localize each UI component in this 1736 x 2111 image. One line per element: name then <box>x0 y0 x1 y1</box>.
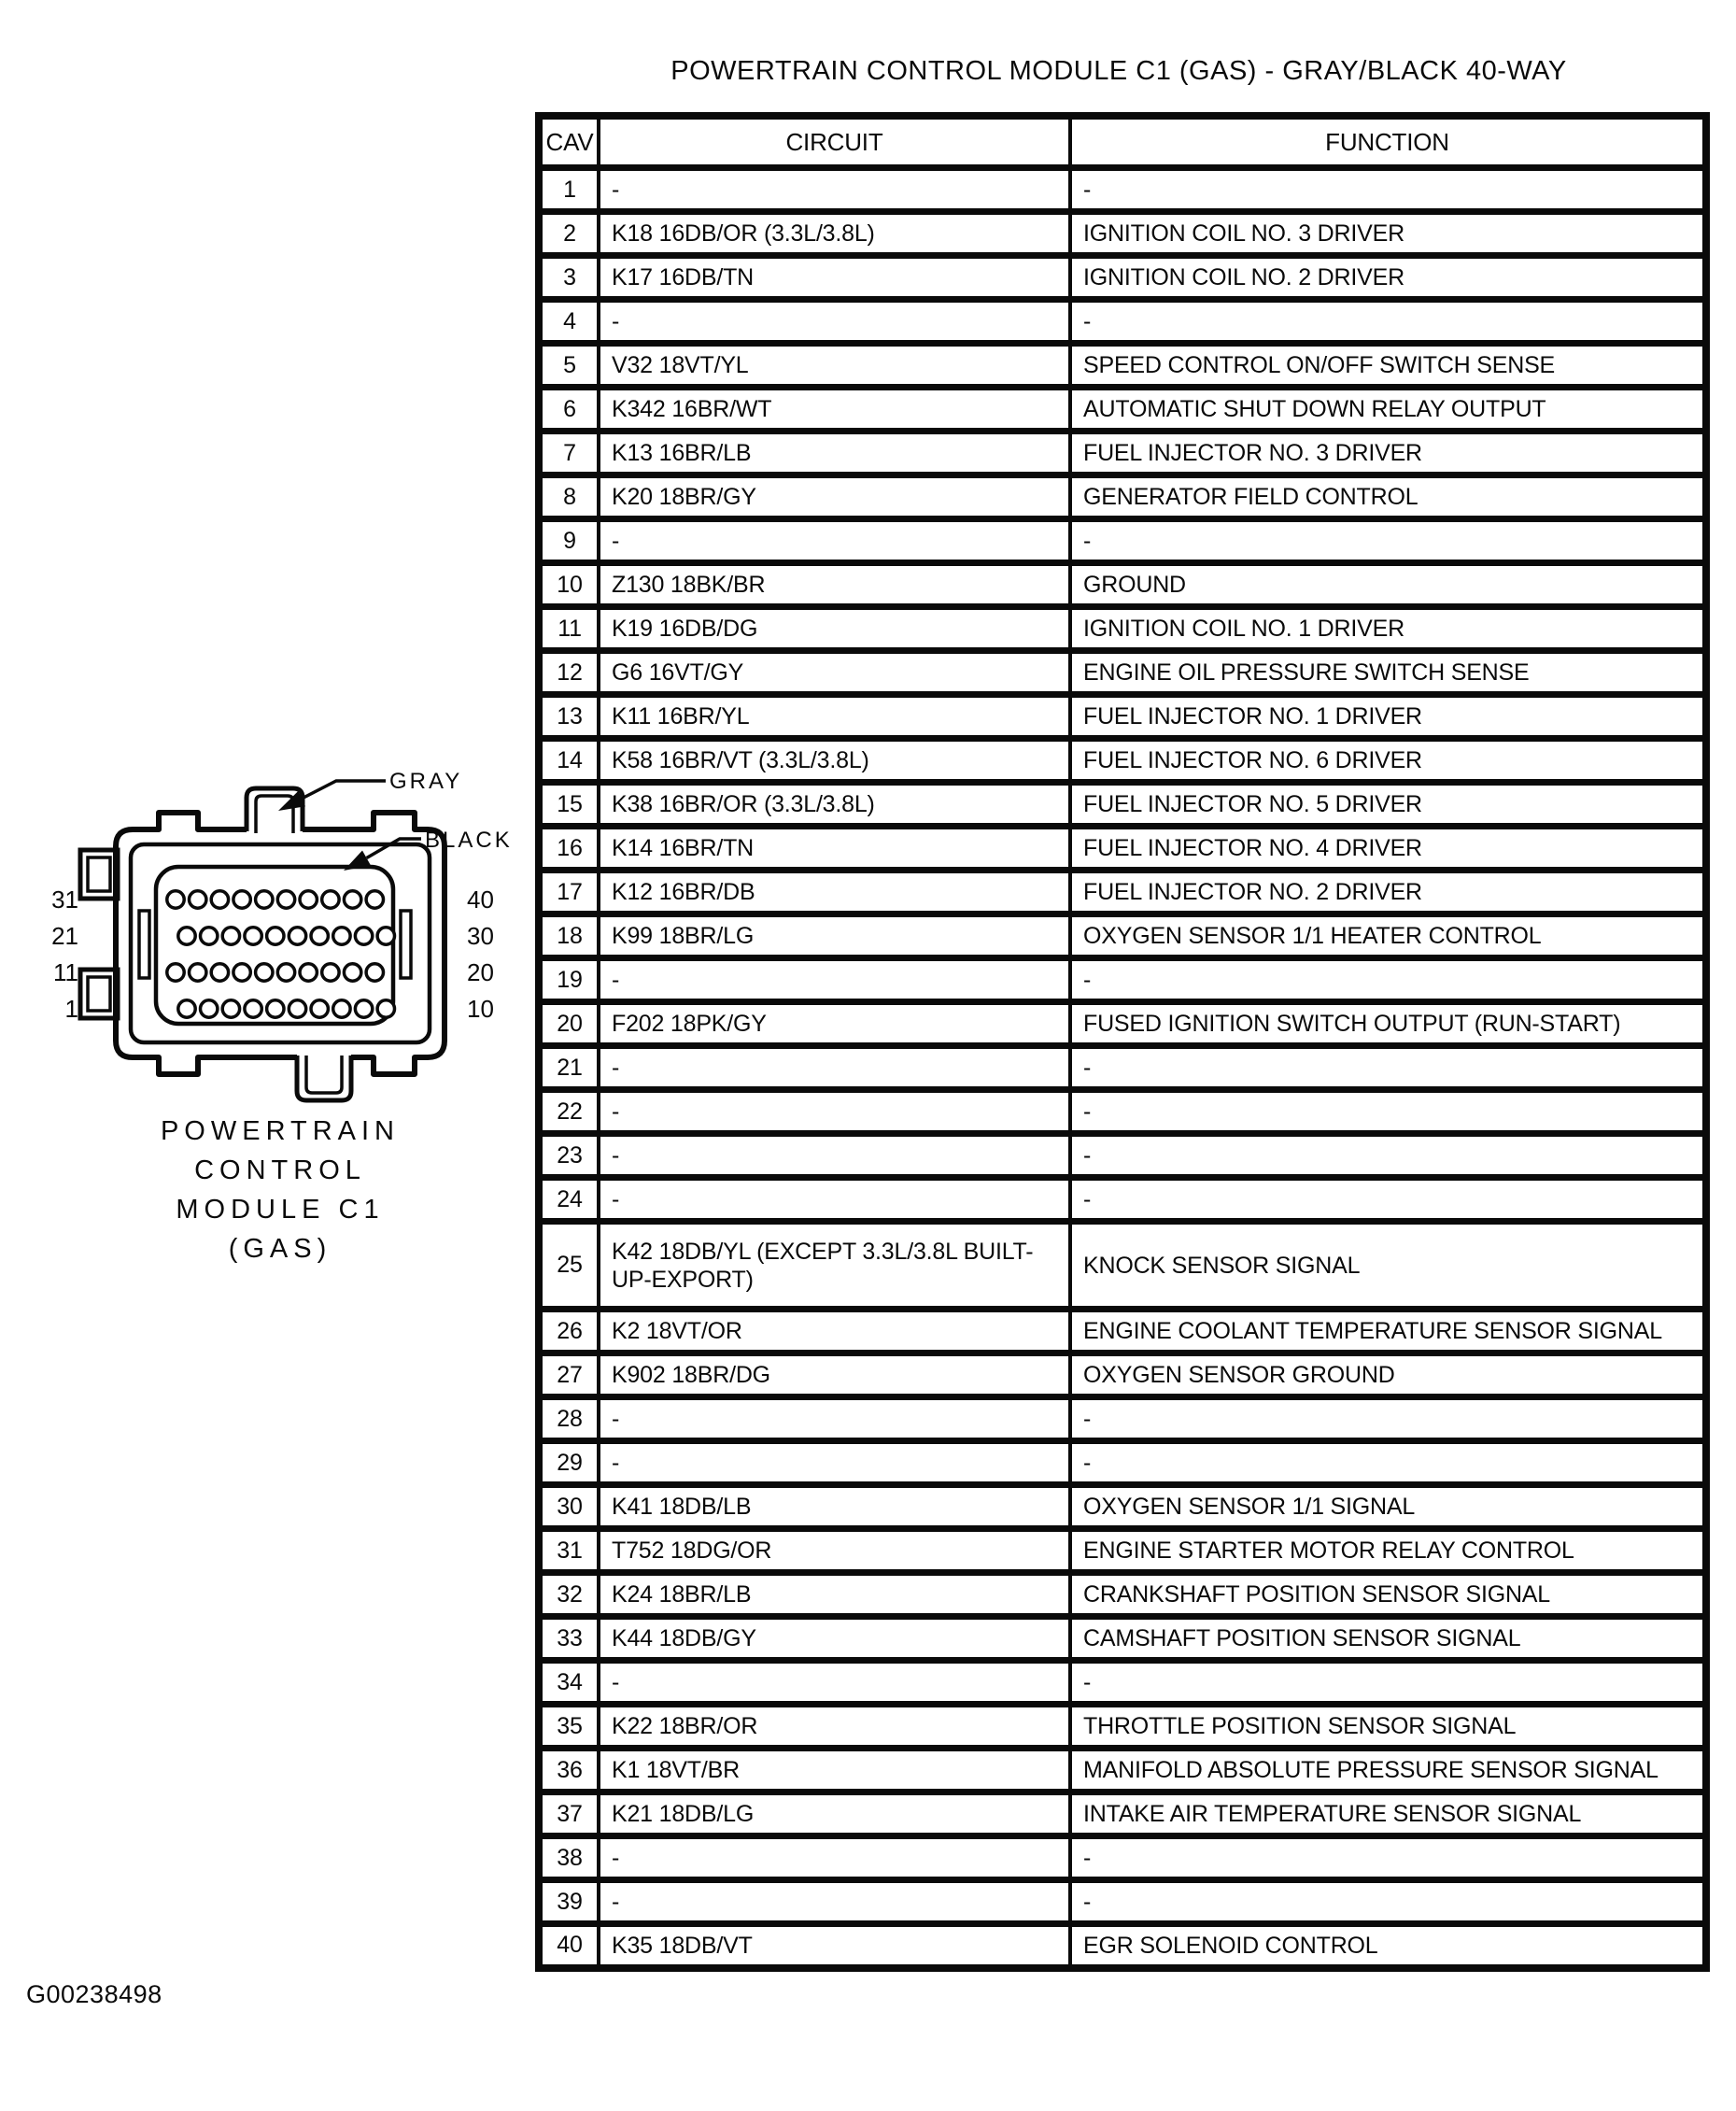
function-cell: INTAKE AIR TEMPERATURE SENSOR SIGNAL <box>1070 1792 1706 1836</box>
function-cell: ENGINE OIL PRESSURE SWITCH SENSE <box>1070 651 1706 695</box>
cav-cell: 11 <box>539 607 599 651</box>
cav-cell: 36 <box>539 1749 599 1792</box>
function-cell: - <box>1070 1441 1706 1485</box>
pin-hole <box>256 964 273 981</box>
gray-label: GRAY <box>389 769 463 794</box>
circuit-cell: K17 16DB/TN <box>599 256 1070 300</box>
cav-cell: 30 <box>539 1485 599 1529</box>
table-row <box>539 1002 1706 1046</box>
pin-label-1: 1 <box>64 995 78 1023</box>
cav-cell: 23 <box>539 1134 599 1178</box>
circuit-cell: K44 18DB/GY <box>599 1617 1070 1661</box>
function-cell: - <box>1070 1134 1706 1178</box>
pin-grid <box>167 891 395 1017</box>
cav-cell: 17 <box>539 871 599 914</box>
circuit-cell: K902 18BR/DG <box>599 1353 1070 1397</box>
circuit-cell: - <box>599 1178 1070 1222</box>
pin-hole <box>167 964 184 981</box>
cav-cell: 18 <box>539 914 599 958</box>
circuit-cell: F202 18PK/GY <box>599 1002 1070 1046</box>
table-row <box>539 256 1706 300</box>
cav-cell: 40 <box>539 1924 599 1968</box>
table-row <box>539 1397 1706 1441</box>
pin-hole <box>322 964 339 981</box>
function-cell: OXYGEN SENSOR 1/1 SIGNAL <box>1070 1485 1706 1529</box>
table-row <box>539 651 1706 695</box>
cav-cell: 26 <box>539 1310 599 1353</box>
circuit-cell: K11 16BR/YL <box>599 695 1070 739</box>
function-cell: IGNITION COIL NO. 2 DRIVER <box>1070 256 1706 300</box>
pin-hole <box>311 928 328 944</box>
cav-cell: 27 <box>539 1353 599 1397</box>
cav-cell: 32 <box>539 1573 599 1617</box>
pin-hole <box>322 891 339 908</box>
function-cell: - <box>1070 1046 1706 1090</box>
function-cell: FUEL INJECTOR NO. 1 DRIVER <box>1070 695 1706 739</box>
cav-cell: 37 <box>539 1792 599 1836</box>
cav-cell: 38 <box>539 1836 599 1880</box>
cav-cell: 34 <box>539 1661 599 1705</box>
function-cell: - <box>1070 1397 1706 1441</box>
function-cell: - <box>1070 1661 1706 1705</box>
pin-hole <box>190 891 206 908</box>
cav-cell: 21 <box>539 1046 599 1090</box>
caption-line: (GAS) <box>228 1234 332 1264</box>
function-cell: GROUND <box>1070 563 1706 607</box>
circuit-cell: K2 18VT/OR <box>599 1310 1070 1353</box>
circuit-cell: - <box>599 1880 1070 1924</box>
black-leader-line <box>367 839 421 858</box>
table-row <box>539 344 1706 388</box>
table-row <box>539 300 1706 344</box>
circuit-cell: T752 18DG/OR <box>599 1529 1070 1573</box>
figure-id: G00238498 <box>26 1980 162 2008</box>
function-cell: CAMSHAFT POSITION SENSOR SIGNAL <box>1070 1617 1706 1661</box>
function-cell: IGNITION COIL NO. 1 DRIVER <box>1070 607 1706 651</box>
function-cell: FUEL INJECTOR NO. 6 DRIVER <box>1070 739 1706 783</box>
function-cell: FUEL INJECTOR NO. 5 DRIVER <box>1070 783 1706 827</box>
table-row <box>539 1573 1706 1617</box>
function-cell: - <box>1070 1090 1706 1134</box>
table-row <box>539 914 1706 958</box>
pin-hole <box>377 1000 394 1017</box>
pin-hole <box>245 1000 261 1017</box>
pin-hole <box>267 1000 284 1017</box>
function-cell: - <box>1070 1178 1706 1222</box>
table-row <box>539 1134 1706 1178</box>
function-cell: FUEL INJECTOR NO. 3 DRIVER <box>1070 432 1706 475</box>
pin-hole <box>377 928 394 944</box>
table-row <box>539 739 1706 783</box>
black-label: BLACK <box>425 828 513 853</box>
pin-hole <box>344 964 360 981</box>
pin-hole <box>256 891 273 908</box>
cav-cell: 22 <box>539 1090 599 1134</box>
circuit-cell: K1 18VT/BR <box>599 1749 1070 1792</box>
circuit-cell: K41 18DB/LB <box>599 1485 1070 1529</box>
cav-cell: 35 <box>539 1705 599 1749</box>
table-row <box>539 695 1706 739</box>
pin-label-30: 30 <box>467 922 494 950</box>
function-cell: FUEL INJECTOR NO. 4 DRIVER <box>1070 827 1706 871</box>
circuit-cell: - <box>599 1134 1070 1178</box>
cav-cell: 4 <box>539 300 599 344</box>
circuit-cell: - <box>599 1046 1070 1090</box>
function-cell: - <box>1070 1836 1706 1880</box>
function-cell: SPEED CONTROL ON/OFF SWITCH SENSE <box>1070 344 1706 388</box>
caption-line: CONTROL <box>194 1155 366 1185</box>
pin-hole <box>333 1000 350 1017</box>
table-row <box>539 1485 1706 1529</box>
cav-cell: 6 <box>539 388 599 432</box>
pin-hole <box>167 891 184 908</box>
circuit-cell: - <box>599 1661 1070 1705</box>
header-function: FUNCTION <box>1070 116 1706 168</box>
table-row <box>539 1178 1706 1222</box>
circuit-cell: K35 18DB/VT <box>599 1924 1070 1968</box>
table-row <box>539 783 1706 827</box>
pin-label-21: 21 <box>51 922 78 950</box>
circuit-cell: K20 18BR/GY <box>599 475 1070 519</box>
pin-label-10: 10 <box>467 995 494 1023</box>
cav-cell: 39 <box>539 1880 599 1924</box>
function-cell: THROTTLE POSITION SENSOR SIGNAL <box>1070 1705 1706 1749</box>
pin-hole <box>222 928 239 944</box>
table-row <box>539 563 1706 607</box>
table-row <box>539 827 1706 871</box>
key-slot-right <box>401 911 411 978</box>
pin-hole <box>178 1000 195 1017</box>
function-cell: - <box>1070 168 1706 212</box>
function-cell: MANIFOLD ABSOLUTE PRESSURE SENSOR SIGNAL <box>1070 1749 1706 1792</box>
pin-hole <box>201 928 218 944</box>
circuit-cell: - <box>599 1397 1070 1441</box>
circuit-cell: K14 16BR/TN <box>599 827 1070 871</box>
cav-cell: 14 <box>539 739 599 783</box>
connector-figure <box>28 757 560 1317</box>
pin-hole <box>311 1000 328 1017</box>
table-row <box>539 1661 1706 1705</box>
cav-cell: 25 <box>539 1222 599 1310</box>
cav-cell: 1 <box>539 168 599 212</box>
cav-cell: 19 <box>539 958 599 1002</box>
pin-hole <box>277 964 294 981</box>
pin-hole <box>178 928 195 944</box>
pin-hole <box>333 928 350 944</box>
pin-label-11: 11 <box>53 958 78 986</box>
table-row <box>539 1705 1706 1749</box>
circuit-cell: - <box>599 519 1070 563</box>
function-cell: - <box>1070 519 1706 563</box>
table-row <box>539 1222 1706 1310</box>
pin-hole <box>245 928 261 944</box>
circuit-cell: K12 16BR/DB <box>599 871 1070 914</box>
table-row <box>539 607 1706 651</box>
pinout-table <box>535 112 1710 1972</box>
function-cell: GENERATOR FIELD CONTROL <box>1070 475 1706 519</box>
table-row <box>539 519 1706 563</box>
table-row <box>539 1310 1706 1353</box>
function-cell: FUEL INJECTOR NO. 2 DRIVER <box>1070 871 1706 914</box>
cav-cell: 8 <box>539 475 599 519</box>
pin-label-20: 20 <box>467 958 494 986</box>
table-row <box>539 432 1706 475</box>
header-circuit: CIRCUIT <box>599 116 1070 168</box>
header-cav: CAV <box>539 116 599 168</box>
cav-cell: 13 <box>539 695 599 739</box>
cav-cell: 12 <box>539 651 599 695</box>
circuit-cell: G6 16VT/GY <box>599 651 1070 695</box>
function-cell: OXYGEN SENSOR GROUND <box>1070 1353 1706 1397</box>
function-cell: CRANKSHAFT POSITION SENSOR SIGNAL <box>1070 1573 1706 1617</box>
cav-cell: 33 <box>539 1617 599 1661</box>
pin-label-31: 31 <box>51 885 78 914</box>
gray-leader-line <box>302 781 386 799</box>
pin-hole <box>190 964 206 981</box>
table-row <box>539 1617 1706 1661</box>
function-cell: ENGINE STARTER MOTOR RELAY CONTROL <box>1070 1529 1706 1573</box>
table-row <box>539 388 1706 432</box>
cav-cell: 5 <box>539 344 599 388</box>
circuit-cell: - <box>599 1090 1070 1134</box>
cav-cell: 9 <box>539 519 599 563</box>
pin-hole <box>277 891 294 908</box>
cav-cell: 24 <box>539 1178 599 1222</box>
function-cell: KNOCK SENSOR SIGNAL <box>1070 1222 1706 1310</box>
table-row <box>539 1441 1706 1485</box>
pin-hole <box>267 928 284 944</box>
cav-cell: 2 <box>539 212 599 256</box>
circuit-cell: - <box>599 300 1070 344</box>
pin-hole <box>233 891 250 908</box>
pin-hole <box>211 964 228 981</box>
table-row <box>539 1046 1706 1090</box>
cav-cell: 31 <box>539 1529 599 1573</box>
circuit-cell: - <box>599 958 1070 1002</box>
cav-cell: 7 <box>539 432 599 475</box>
cav-cell: 15 <box>539 783 599 827</box>
table-row <box>539 1924 1706 1968</box>
table-row <box>539 871 1706 914</box>
circuit-cell: K342 16BR/WT <box>599 388 1070 432</box>
circuit-cell: K22 18BR/OR <box>599 1705 1070 1749</box>
pin-hole <box>289 928 305 944</box>
circuit-cell: K18 16DB/OR (3.3L/3.8L) <box>599 212 1070 256</box>
table-row <box>539 475 1706 519</box>
circuit-cell: K99 18BR/LG <box>599 914 1070 958</box>
pin-hole <box>201 1000 218 1017</box>
circuit-cell: K21 18DB/LG <box>599 1792 1070 1836</box>
cav-cell: 28 <box>539 1397 599 1441</box>
circuit-cell: - <box>599 1836 1070 1880</box>
cav-cell: 10 <box>539 563 599 607</box>
circuit-cell: K42 18DB/YL (EXCEPT 3.3L/3.8L BUILT-UP-EXPORT) <box>599 1222 1070 1310</box>
circuit-cell: - <box>599 168 1070 212</box>
function-cell: FUSED IGNITION SWITCH OUTPUT (RUN-START) <box>1070 1002 1706 1046</box>
function-cell: OXYGEN SENSOR 1/1 HEATER CONTROL <box>1070 914 1706 958</box>
function-cell: ENGINE COOLANT TEMPERATURE SENSOR SIGNAL <box>1070 1310 1706 1353</box>
table-row <box>539 1529 1706 1573</box>
header-row <box>539 116 1706 168</box>
pin-hole <box>355 1000 372 1017</box>
cav-cell: 3 <box>539 256 599 300</box>
cav-cell: 16 <box>539 827 599 871</box>
circuit-cell: Z130 18BK/BR <box>599 563 1070 607</box>
pin-hole <box>211 891 228 908</box>
function-cell: - <box>1070 958 1706 1002</box>
pin-label-40: 40 <box>467 885 494 914</box>
pin-hole <box>300 964 317 981</box>
table-row <box>539 1090 1706 1134</box>
table-row <box>539 1749 1706 1792</box>
circuit-cell: K13 16BR/LB <box>599 432 1070 475</box>
pin-hole <box>366 891 383 908</box>
pin-hole <box>355 928 372 944</box>
circuit-cell: - <box>599 1441 1070 1485</box>
function-cell: AUTOMATIC SHUT DOWN RELAY OUTPUT <box>1070 388 1706 432</box>
table-row <box>539 1792 1706 1836</box>
pin-hole <box>289 1000 305 1017</box>
function-cell: - <box>1070 300 1706 344</box>
caption-line: POWERTRAIN <box>160 1116 401 1146</box>
cav-cell: 20 <box>539 1002 599 1046</box>
pin-hole <box>344 891 360 908</box>
pin-hole <box>222 1000 239 1017</box>
pin-hole <box>300 891 317 908</box>
connector-caption <box>107 1112 453 1268</box>
function-cell: - <box>1070 1880 1706 1924</box>
function-cell: IGNITION COIL NO. 3 DRIVER <box>1070 212 1706 256</box>
circuit-cell: K38 16BR/OR (3.3L/3.8L) <box>599 783 1070 827</box>
table-row <box>539 1836 1706 1880</box>
circuit-cell: K19 16DB/DG <box>599 607 1070 651</box>
table-row <box>539 168 1706 212</box>
table-row <box>539 1880 1706 1924</box>
key-slot-left <box>139 911 149 978</box>
table-row <box>539 212 1706 256</box>
circuit-cell: V32 18VT/YL <box>599 344 1070 388</box>
pin-hole <box>233 964 250 981</box>
circuit-cell: K58 16BR/VT (3.3L/3.8L) <box>599 739 1070 783</box>
pin-hole <box>366 964 383 981</box>
cav-cell: 29 <box>539 1441 599 1485</box>
table-row <box>539 1353 1706 1397</box>
function-cell: EGR SOLENOID CONTROL <box>1070 1924 1706 1968</box>
table-row <box>539 958 1706 1002</box>
circuit-cell: K24 18BR/LB <box>599 1573 1070 1617</box>
caption-line: MODULE C1 <box>176 1195 385 1225</box>
page-title: POWERTRAIN CONTROL MODULE C1 (GAS) - GRAY/BLACK 40-WAY <box>670 56 1567 86</box>
